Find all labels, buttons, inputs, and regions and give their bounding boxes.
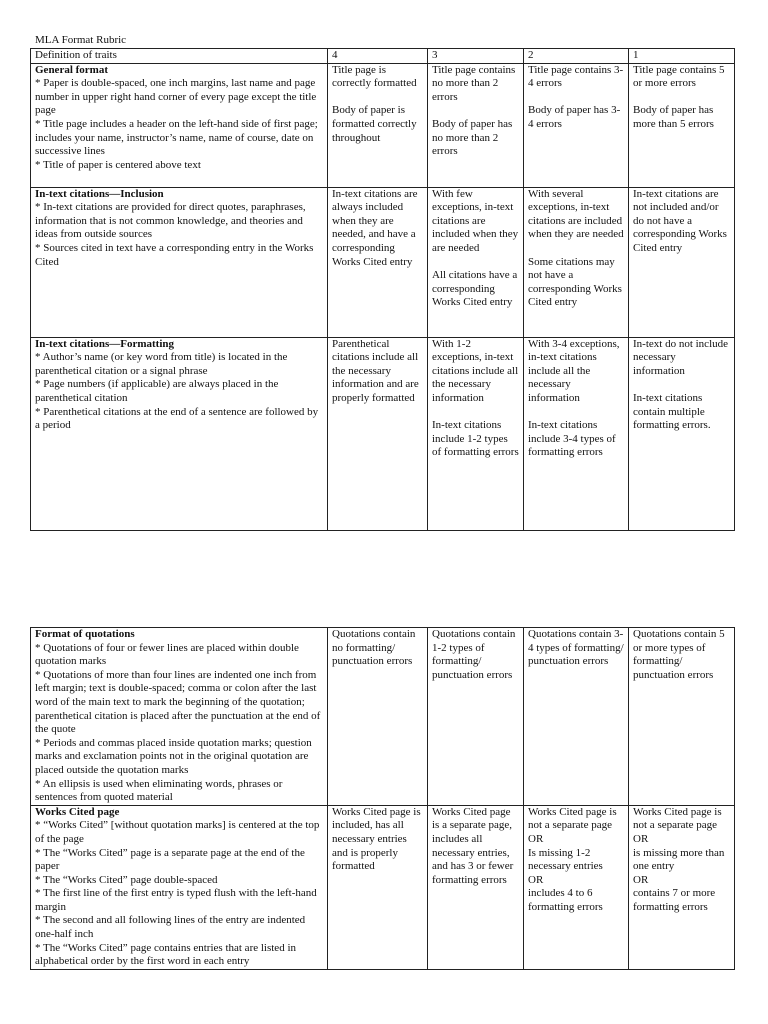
trait-criterion: * Quotations of more than four lines are indented one inch from left margin; text is double-spaced; comma or colon after the last word of the main text to mark the beginning of the quotation; parenthetical citation is placed after the punctuation at the end of the quote xyxy=(35,668,321,736)
score-description: Title page contains 5 or more errors xyxy=(633,63,725,90)
rubric-row-general-format xyxy=(31,63,735,187)
score-description: Some citations may not have a corresponding Works Cited entry xyxy=(528,255,622,309)
score-cell-1 xyxy=(629,337,735,530)
trait-title: Works Cited page xyxy=(35,805,120,818)
score-description: OR xyxy=(528,873,544,886)
score-description: With several exceptions, in-text citations are included when they are needed xyxy=(528,187,624,241)
paragraph-gap xyxy=(633,378,730,392)
trait-criterion: * Page numbers (if applicable) are always placed in the parenthetical citation xyxy=(35,378,279,404)
score-description: Is missing 1-2 necessary entries xyxy=(528,846,603,873)
trait-criterion: * The “Works Cited” page double-spaced xyxy=(35,873,218,886)
paragraph-gap xyxy=(432,256,519,270)
trait-criterion: * Title page includes a header on the left-hand side of first page; includes your name, instructor’s name, name of course, date on successive lines xyxy=(35,117,318,158)
score-description: In-text citations are not included and/or do not have a corresponding Works Cited entry xyxy=(633,187,727,254)
paragraph-gap xyxy=(432,406,519,420)
rubric-row-citations-inclusion xyxy=(31,187,735,337)
score-cell-2 xyxy=(524,337,629,530)
score-description: In-text citations include 1-2 types of formatting errors xyxy=(432,419,519,459)
score-description: is missing more than one entry xyxy=(633,846,725,873)
score-description: includes 4 to 6 formatting errors xyxy=(528,887,603,913)
score-description: Body of paper has no more than 2 errors xyxy=(432,117,513,158)
score-description: Parenthetical citations include all the necessary information and are properly formatted xyxy=(332,337,419,404)
score-cell-4 xyxy=(328,628,428,806)
score-description: OR xyxy=(633,832,649,845)
score-description: In-text citations include 3-4 types of formatting errors xyxy=(528,419,616,459)
score-description: Works Cited page is not a separate page xyxy=(528,805,617,832)
score-header-4: 4 xyxy=(328,49,428,64)
paragraph-gap xyxy=(528,406,624,420)
paragraph-gap xyxy=(332,91,423,105)
trait-criterion: * Sources cited in text have a corresponding entry in the Works Cited xyxy=(35,241,314,268)
trait-criterion: * “Works Cited” [without quotation marks] is centered at the top of the page xyxy=(35,819,320,845)
score-description: OR xyxy=(633,873,649,886)
score-cell-2 xyxy=(524,628,629,806)
trait-title: In-text citations—Inclusion xyxy=(35,187,164,200)
score-description: In-text citations are always included when they are needed, and have a corresponding Works Cited entry xyxy=(332,187,418,268)
trait-criterion: * Periods and commas placed inside quotation marks; question marks and exclamation points not in the original quotation are placed outside the quotation marks xyxy=(35,736,312,776)
score-description: Title page contains 3-4 errors xyxy=(528,63,624,90)
trait-criterion: * In-text citations are provided for direct quotes, paraphrases, information that is not common knowledge, and theories and ideas from outside sources xyxy=(35,201,306,241)
rubric-table-page-1 xyxy=(30,48,735,531)
paragraph-gap xyxy=(528,242,624,256)
trait-title: In-text citations—Formatting xyxy=(35,337,175,350)
score-description: All citations have a corresponding Works Cited entry xyxy=(432,269,518,309)
score-cell-3 xyxy=(428,63,524,187)
score-cell-2 xyxy=(524,187,629,337)
score-cell-3 xyxy=(428,805,524,969)
paragraph-gap xyxy=(528,91,624,105)
trait-criterion: * The “Works Cited” page is a separate page at the end of the paper xyxy=(35,846,305,873)
trait-criterion: * Quotations of four or fewer lines are placed within double quotation marks xyxy=(35,641,299,668)
score-description: With 1-2 exceptions, in-text citations include all the necessary information xyxy=(432,337,519,404)
trait-title: General format xyxy=(35,63,108,76)
trait-cell xyxy=(31,337,328,530)
trait-criterion: * The second and all following lines of the entry are indented one-half inch xyxy=(35,914,306,941)
score-cell-3 xyxy=(428,187,524,337)
trait-criterion: * Parenthetical citations at the end of a sentence are followed by a period xyxy=(35,405,319,432)
score-description: Works Cited page is a separate page, includes all necessary entries, and has 3 or fewer formatting errors xyxy=(432,805,514,886)
score-description: Quotations contain no formatting/ punctuation errors xyxy=(332,628,416,668)
trait-title: Format of quotations xyxy=(35,628,135,640)
score-cell-3 xyxy=(428,337,524,530)
rubric-row-works-cited xyxy=(31,805,735,969)
score-description: contains 7 or more formatting errors xyxy=(633,887,716,913)
rubric-table-page-2 xyxy=(30,627,735,970)
rubric-row-citations-formatting xyxy=(31,337,735,530)
score-cell-4 xyxy=(328,187,428,337)
trait-criterion: * The “Works Cited” page contains entries that are listed in alphabetical order by the first word in each entry xyxy=(35,941,296,968)
score-cell-1 xyxy=(629,187,735,337)
document-title: MLA Format Rubric xyxy=(35,34,127,46)
trait-cell xyxy=(31,187,328,337)
score-description: Works Cited page is included, has all necessary entries and is properly formatted xyxy=(332,805,421,873)
trait-criterion: * The first line of the first entry is typed flush with the left-hand margin xyxy=(35,887,317,913)
score-description: Quotations contain 3-4 types of formatting/ punctuation errors xyxy=(528,628,624,668)
trait-criterion: * Title of paper is centered above text xyxy=(35,158,201,171)
trait-cell xyxy=(31,628,328,806)
score-cell-4 xyxy=(328,63,428,187)
trait-criterion: * An ellipsis is used when eliminating words, phrases or sentences from quoted material xyxy=(35,777,283,804)
score-header-1: 1 xyxy=(629,49,735,64)
score-description: OR xyxy=(528,832,544,845)
score-cell-4 xyxy=(328,337,428,530)
score-description: Body of paper is formatted correctly throughout xyxy=(332,104,417,144)
trait-criterion: * Paper is double-spaced, one inch margins, last name and page number in upper right hand corner of every page except the title page xyxy=(35,77,317,117)
score-cell-3 xyxy=(428,628,524,806)
score-cell-2 xyxy=(524,63,629,187)
score-description: With 3-4 exceptions, in-text citations include all the necessary information xyxy=(528,337,620,404)
score-description: Title page contains no more than 2 errors xyxy=(432,63,516,103)
definition-header: Definition of traits xyxy=(31,49,328,64)
score-description: Body of paper has 3-4 errors xyxy=(528,104,621,130)
score-description: Title page is correctly formatted xyxy=(332,63,417,90)
trait-criterion: * Author’s name (or key word from title) is located in the parenthetical citation or a signal phrase xyxy=(35,351,288,377)
score-header-3: 3 xyxy=(428,49,524,64)
trait-cell xyxy=(31,63,328,187)
rubric-row-quotations xyxy=(31,628,735,806)
header-row xyxy=(31,49,735,64)
score-cell-1 xyxy=(629,628,735,806)
score-cell-1 xyxy=(629,805,735,969)
trait-cell xyxy=(31,805,328,969)
paragraph-gap xyxy=(432,104,519,118)
paragraph-gap xyxy=(633,91,730,105)
score-header-2: 2 xyxy=(524,49,629,64)
score-cell-4 xyxy=(328,805,428,969)
score-description: Quotations contain 1-2 types of formatting/ punctuation errors xyxy=(432,628,516,681)
score-description: With few exceptions, in-text citations are included when they are needed xyxy=(432,187,519,254)
score-description: In-text citations contain multiple formatting errors. xyxy=(633,391,711,432)
score-cell-1 xyxy=(629,63,735,187)
score-description: In-text do not include necessary information xyxy=(633,337,729,377)
score-description: Body of paper has more than 5 errors xyxy=(633,104,714,130)
score-description: Works Cited page is not a separate page xyxy=(633,805,722,832)
score-cell-2 xyxy=(524,805,629,969)
score-description: Quotations contain 5 or more types of formatting/ punctuation errors xyxy=(633,628,725,681)
